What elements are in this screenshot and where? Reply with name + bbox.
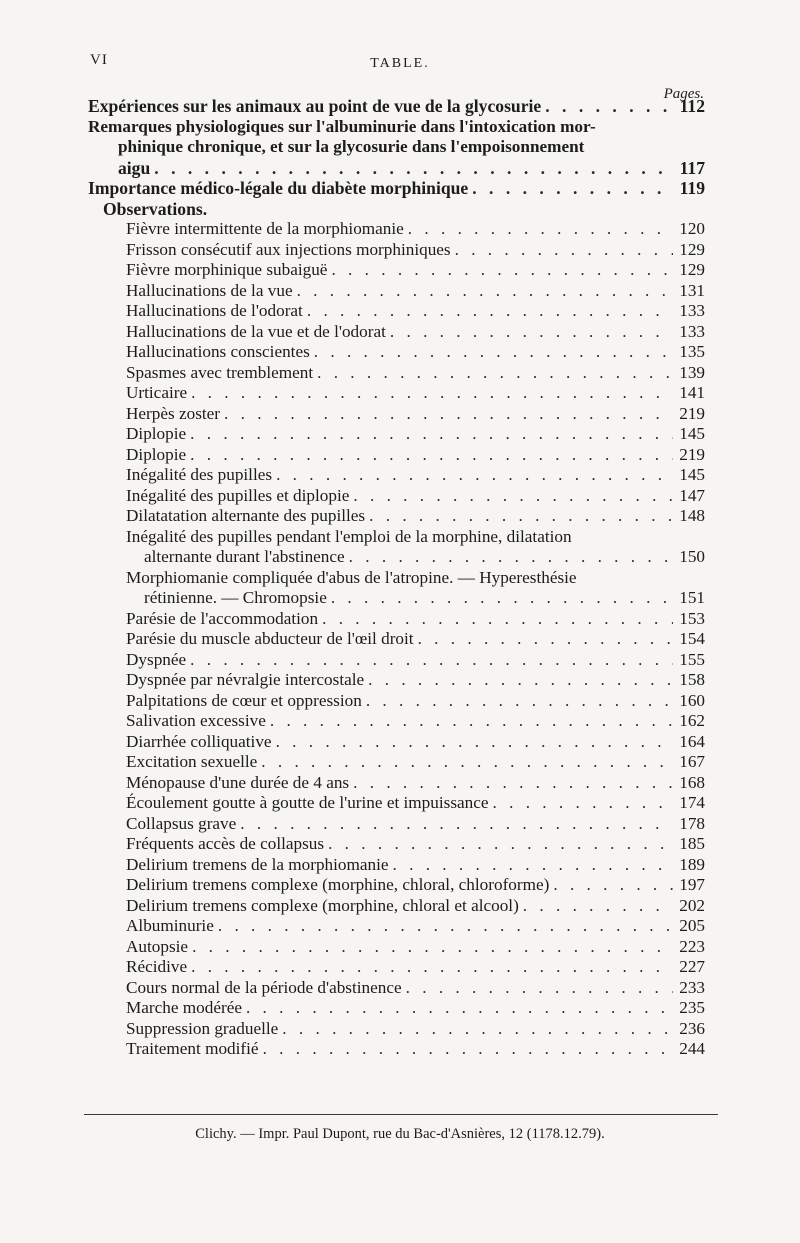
toc-entry — [88, 773, 705, 794]
toc-entry — [88, 117, 705, 179]
toc-entry-title: Delirium tremens de la morphiomanie — [126, 854, 389, 874]
toc-entry-title: Collapsus grave — [126, 813, 237, 833]
toc-entry — [88, 445, 705, 466]
toc-page-number: 197 — [679, 875, 705, 894]
toc-entry — [88, 199, 705, 220]
toc-page-number: 236 — [679, 1018, 705, 1038]
toc-entry — [88, 875, 705, 896]
toc-entry-title: Diplopie — [126, 424, 187, 443]
toc-entry-line — [88, 178, 705, 199]
toc-entry — [88, 465, 705, 486]
toc-entry — [88, 383, 705, 404]
toc-entry-title: Remarques physiologiques sur l'albuminurie dans l'intoxication mor- — [88, 116, 596, 136]
toc-entry — [88, 96, 705, 117]
toc-entry-line — [88, 896, 705, 917]
toc-page-number: 145 — [679, 465, 705, 484]
toc-entry-line — [88, 814, 705, 835]
dot-leader — [393, 855, 673, 876]
dot-leader — [493, 793, 674, 814]
toc-entry-line — [88, 916, 705, 937]
toc-entry — [88, 834, 705, 855]
toc-entry-title: Urticaire — [126, 383, 188, 402]
toc-entry-line — [88, 629, 705, 650]
toc-entry — [88, 937, 705, 958]
toc-entry-line — [88, 219, 705, 240]
dot-leader — [314, 342, 673, 363]
toc-page-number: 168 — [679, 772, 705, 792]
toc-page-number: 120 — [679, 219, 705, 238]
toc-entry-line — [88, 96, 705, 117]
printer-imprint: Clichy. — Impr. Paul Dupont, rue du Bac-d'Asnières, 12 (1178.12.79). — [195, 1126, 605, 1142]
toc-page-number: 119 — [679, 178, 705, 198]
toc-entry-line — [88, 363, 705, 384]
toc-page-number: 117 — [679, 157, 705, 178]
toc-entry-line — [88, 240, 705, 261]
dot-leader — [154, 158, 673, 179]
dot-leader — [191, 957, 673, 978]
toc-entry-line — [88, 424, 705, 445]
toc-entry — [88, 506, 705, 527]
toc-entry-title: Expériences sur les animaux au point de vue de la glycosurie — [88, 96, 542, 116]
toc-entry-title: Salivation excessive — [126, 711, 266, 730]
toc-entry-title: Hallucinations de la vue et de l'odorat — [126, 321, 386, 341]
toc-page-number: 155 — [679, 649, 705, 669]
toc-entry — [88, 793, 705, 814]
toc-entry-line — [88, 691, 705, 712]
toc-page-number: 185 — [679, 834, 705, 853]
dot-leader — [545, 96, 673, 117]
dot-leader — [523, 896, 673, 917]
toc-page-number: 147 — [679, 485, 705, 505]
toc-entry — [88, 404, 705, 425]
toc-entry-title: Inégalité des pupilles — [126, 465, 273, 484]
toc-entry — [88, 650, 705, 671]
dot-leader — [240, 814, 673, 835]
toc-entry-title: Herpès zoster — [126, 403, 221, 423]
dot-leader — [418, 629, 673, 650]
toc-page-number: 162 — [679, 711, 705, 730]
toc-entry-line — [88, 445, 705, 466]
toc-entry-line — [88, 998, 705, 1019]
toc-entry-title: Inégalité des pupilles et diplopie — [126, 485, 350, 505]
toc-entry-line — [88, 588, 705, 609]
toc-entry-title: Dilatatation alternante des pupilles — [126, 506, 366, 525]
toc-page-number: 150 — [679, 547, 705, 566]
toc-entry-line — [88, 978, 705, 999]
toc-entry-title: rétinienne. — Chromopsie — [144, 588, 327, 607]
toc-entry-line — [88, 609, 705, 630]
toc-entry-title: Écoulement goutte à goutte de l'urine et impuissance — [126, 793, 489, 812]
toc-entry — [88, 978, 705, 999]
toc-entry — [88, 240, 705, 261]
toc-page-number: 205 — [679, 916, 705, 935]
toc-page-number: 178 — [679, 813, 705, 833]
toc-entry-line — [88, 301, 705, 322]
toc-page-number: 112 — [679, 96, 705, 116]
toc-entry — [88, 855, 705, 876]
dot-leader — [263, 1039, 673, 1060]
running-title: TABLE. — [370, 56, 430, 71]
toc-entry — [88, 527, 705, 568]
toc-entry — [88, 260, 705, 281]
toc-entry-line — [88, 1019, 705, 1040]
toc-entry-line — [88, 937, 705, 958]
toc-entry-title: Observations. — [103, 198, 208, 219]
toc-entry-title: Hallucinations conscientes — [126, 342, 310, 361]
dot-leader — [297, 281, 673, 302]
toc-page-number: 135 — [679, 342, 705, 361]
dot-leader — [331, 260, 673, 281]
dot-leader — [455, 240, 673, 261]
toc-entry-title: Marche modérée — [126, 998, 242, 1017]
dot-leader — [368, 670, 673, 691]
dot-leader — [553, 875, 673, 896]
toc-entry — [88, 609, 705, 630]
toc-page-number: 129 — [679, 260, 705, 279]
toc-entry — [88, 178, 705, 199]
toc-entry-title: Frisson consécutif aux injections morphiniques — [126, 239, 451, 259]
toc-page-number: 227 — [679, 957, 705, 976]
toc-page-number: 174 — [679, 793, 705, 812]
dot-leader — [328, 834, 673, 855]
toc-entry-title: Dyspnée par névralgie intercostale — [126, 670, 365, 689]
toc-entry — [88, 732, 705, 753]
toc-page-number: 219 — [679, 403, 705, 423]
toc-entry-title: Autopsie — [126, 936, 189, 956]
toc-entry — [88, 424, 705, 445]
toc-entry-line — [88, 670, 705, 691]
toc-page-number: 141 — [679, 383, 705, 402]
toc-entry-line — [88, 773, 705, 794]
dot-leader — [322, 609, 673, 630]
toc-entry-line — [88, 506, 705, 527]
toc-page-number: 223 — [679, 936, 705, 956]
toc-entry — [88, 629, 705, 650]
toc-entry-title: Cours normal de la période d'abstinence — [126, 977, 402, 997]
toc-entry-line — [88, 855, 705, 876]
dot-leader — [276, 465, 673, 486]
dot-leader — [307, 301, 673, 322]
toc-entry-title: Diarrhée colliquative — [126, 731, 272, 751]
dot-leader — [190, 424, 673, 445]
toc-page-number: 244 — [679, 1039, 705, 1058]
dot-leader — [218, 916, 673, 937]
toc-entry-title: Morphiomanie compliquée d'abus de l'atropine. — Hyperesthésie — [126, 567, 577, 587]
dot-leader — [472, 178, 673, 199]
toc-entry-line — [88, 957, 705, 978]
toc-page-number: 154 — [679, 629, 705, 648]
toc-entry-line — [88, 383, 705, 404]
dot-leader — [224, 404, 673, 425]
toc-entry-line — [88, 158, 705, 179]
toc-page-number: 133 — [679, 321, 705, 341]
toc-entry-title: Fréquents accès de collapsus — [126, 834, 325, 853]
toc-entry — [88, 301, 705, 322]
toc-page-number: 145 — [679, 424, 705, 443]
dot-leader — [246, 998, 673, 1019]
toc-entry-line — [88, 281, 705, 302]
toc-page-number: 202 — [679, 895, 705, 915]
toc-entry — [88, 752, 705, 773]
toc-page-number: 235 — [679, 998, 705, 1017]
toc-page-number: 151 — [679, 588, 705, 607]
toc-entry-title: Fièvre morphinique subaiguë — [126, 260, 328, 279]
toc-entry — [88, 363, 705, 384]
toc-entry — [88, 281, 705, 302]
toc-entry-title: Spasmes avec tremblement — [126, 362, 314, 382]
toc-entry-line — [88, 486, 705, 507]
toc-entry — [88, 916, 705, 937]
dot-leader — [408, 219, 673, 240]
toc-entry-title: Fièvre intermittente de la morphiomanie — [126, 219, 404, 238]
dot-leader — [282, 1019, 673, 1040]
toc-entry-line — [88, 732, 705, 753]
toc-entry-title: Traitement modifié — [126, 1039, 259, 1058]
toc-page-number: 219 — [679, 444, 705, 464]
toc-entry-title: phinique chronique, et sur la glycosurie dans l'empoisonnement — [118, 137, 585, 156]
toc-entry — [88, 342, 705, 363]
toc-entry-title: Parésie du muscle abducteur de l'œil droit — [126, 629, 414, 648]
toc-entry-title: Récidive — [126, 957, 188, 976]
dot-leader — [192, 937, 673, 958]
toc-entry-title: Delirium tremens complexe (morphine, chloral et alcool) — [126, 895, 519, 915]
dot-leader — [317, 363, 673, 384]
toc-entry — [88, 486, 705, 507]
toc-entry-line — [88, 404, 705, 425]
toc-page-number: 131 — [679, 280, 705, 300]
toc-entry-line — [88, 1039, 705, 1060]
toc-entry — [88, 957, 705, 978]
toc-entry-line — [88, 322, 705, 343]
toc-entry-title: Importance médico-légale du diabète morphinique — [88, 178, 469, 198]
toc-page-number: 129 — [679, 239, 705, 259]
toc-entry-line — [88, 711, 705, 732]
toc-page-number: 189 — [679, 854, 705, 874]
toc-page-number: 148 — [679, 506, 705, 525]
dot-leader — [191, 383, 673, 404]
toc-page-number: 160 — [679, 690, 705, 710]
toc-entry-title: Excitation sexuelle — [126, 752, 258, 771]
toc-entry — [88, 711, 705, 732]
toc-entry-title: Ménopause d'une durée de 4 ans — [126, 772, 350, 792]
toc-entry-line — [88, 752, 705, 773]
toc-page-number: 133 — [679, 301, 705, 320]
toc-entry — [88, 814, 705, 835]
toc-entry-title: alternante durant l'abstinence — [144, 547, 345, 566]
dot-leader — [349, 547, 673, 568]
toc-entry-title: Diplopie — [126, 444, 187, 464]
toc-entry — [88, 322, 705, 343]
dot-leader — [331, 588, 673, 609]
dot-leader — [369, 506, 673, 527]
toc-page-number: 164 — [679, 731, 705, 751]
dot-leader — [366, 691, 673, 712]
dot-leader — [353, 773, 673, 794]
toc-entry-title: Suppression graduelle — [126, 1018, 279, 1038]
toc-entry-title: Delirium tremens complexe (morphine, chloral, chloroforme) — [126, 875, 550, 894]
toc-page-number: 153 — [679, 608, 705, 628]
footer-divider — [84, 1114, 718, 1115]
table-of-contents — [88, 96, 705, 1060]
toc-entry-line — [88, 834, 705, 855]
toc-entry-line — [88, 793, 705, 814]
toc-entry-title: Palpitations de cœur et oppression — [126, 690, 362, 710]
toc-entry — [88, 1039, 705, 1060]
toc-entry — [88, 896, 705, 917]
toc-entry-title: Hallucinations de la vue — [126, 280, 293, 300]
toc-entry — [88, 1019, 705, 1040]
toc-entry — [88, 670, 705, 691]
toc-entry-line — [88, 199, 705, 220]
toc-entry-line — [88, 260, 705, 281]
dot-leader — [190, 650, 673, 671]
toc-page-number: 167 — [679, 752, 705, 771]
toc-entry-line — [88, 875, 705, 896]
toc-entry — [88, 691, 705, 712]
toc-entry — [88, 998, 705, 1019]
toc-page-number: 233 — [679, 977, 705, 997]
dot-leader — [261, 752, 673, 773]
toc-entry — [88, 219, 705, 240]
toc-entry-title: Dyspnée — [126, 649, 187, 669]
toc-entry-title: Albuminurie — [126, 916, 214, 935]
toc-entry-title: aigu — [118, 157, 151, 178]
toc-entry-title: Hallucinations de l'odorat — [126, 301, 303, 320]
toc-entry-title: Inégalité des pupilles pendant l'emploi de la morphine, dilatation — [126, 526, 572, 546]
dot-leader — [406, 978, 673, 999]
dot-leader — [190, 445, 673, 466]
pages-column-label: Pages. — [663, 86, 704, 102]
toc-entry — [88, 568, 705, 609]
toc-entry-line — [88, 342, 705, 363]
dot-leader — [353, 486, 673, 507]
toc-page-number: 158 — [679, 670, 705, 689]
page-number-roman: VI — [90, 52, 108, 68]
toc-page-number: 139 — [679, 362, 705, 382]
toc-entry-line — [88, 547, 705, 568]
dot-leader — [390, 322, 673, 343]
dot-leader — [270, 711, 673, 732]
dot-leader — [276, 732, 673, 753]
toc-entry-line — [88, 465, 705, 486]
toc-entry-line — [88, 650, 705, 671]
toc-entry-title: Parésie de l'accommodation — [126, 608, 319, 628]
